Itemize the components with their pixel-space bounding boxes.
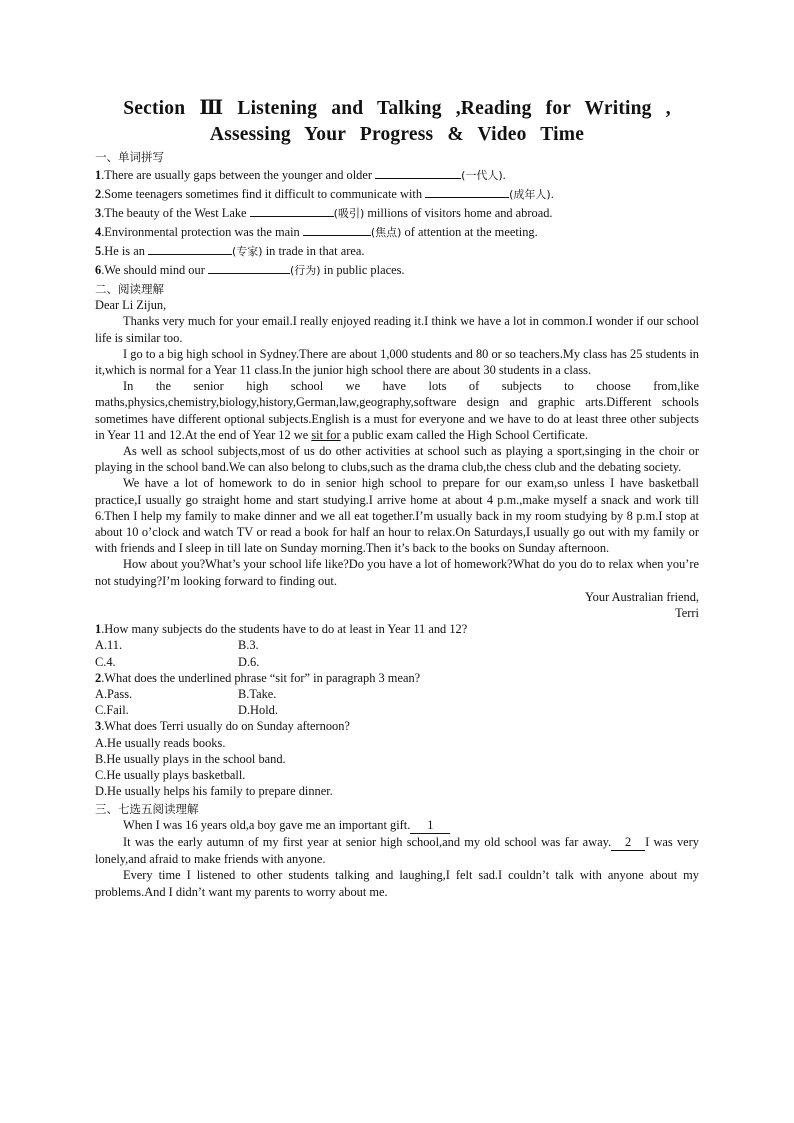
seven-choose-five-passage [95,817,699,900]
answer-blank[interactable] [375,167,461,179]
option-a[interactable]: A.Pass. [95,687,133,702]
option-a[interactable]: A.11. [95,638,123,653]
item-number: 5 [95,244,102,258]
underlined-phrase: sit for [311,427,341,442]
letter-passage [95,297,699,621]
letter-paragraph: We have a lot of homework to do in senior high school to prepare for our exam,so unless I have basketball practice,I usually go straight home and start studying.I arrive home at about 4 p.m.,make myself a snack and work till 6.Then I help my family to make dinner and we all eat together.I’m usually back in my room studying by 8 p.m.I stop at about 10 o’clock and watch TV or read a book for half an hour to relax.On Saturdays,I usually go out with my family or with friends and I sleep in till late on Sunday morning.Then it’s back to the books on Sunday afternoon. [95,476,699,556]
item-number: 3 [95,206,102,220]
item-number: 1 [95,168,102,182]
question-stem: .What does Terri usually do on Sunday afternoon? [101,719,350,734]
option-c[interactable]: C.Fail. [95,703,129,718]
vocab-item: 6.We should mind our (行为) in public places. [95,263,405,277]
answer-blank[interactable]: 2 [611,834,645,851]
question-stem: .How many subjects do the students have to do at least in Year 11 and 12? [101,622,468,637]
option-d[interactable]: D.He usually helps his family to prepare dinner. [95,784,333,799]
letter-paragraph: As well as school subjects,most of us do other activities at school such as playing a sport,singing in the choir or playing in the school band.We can also belong to clubs,such as the drama club,the chess club and the debating society. [95,444,699,475]
question-number: 2 [95,670,102,685]
question-number: 3 [95,719,102,734]
passage-paragraph: When I was 16 years old,a boy gave me an important gift. 1 [95,817,699,834]
vocab-item: 5.He is an (专家) in trade in that area. [95,244,365,258]
worksheet-page [95,96,699,900]
option-a[interactable]: A.He usually reads books. [95,735,226,750]
letter-paragraph: How about you?What’s your school life like?Do you have a lot of homework?What do you do to relax when you’re not studying?I’m looking forward to finding out. [95,557,699,588]
answer-blank[interactable]: 1 [410,817,450,834]
question [95,621,699,670]
vocab-item: 2.Some teenagers sometimes find it difficult to communicate with (成年人). [95,187,554,201]
section-heading-seven-choose-five: 三、七选五阅读理解 [95,801,199,816]
question [95,670,699,719]
vocab-item: 1.There are usually gaps between the younger and older (一代人). [95,168,506,182]
item-number: 2 [95,187,102,201]
answer-blank[interactable] [303,224,371,236]
section-heading-reading: 二、阅读理解 [95,282,164,296]
letter-greeting: Dear Li Zijun, [95,298,167,313]
letter-paragraph: Thanks very much for your email.I really enjoyed reading it.I think we have a lot in common.I wonder if our school life is similar too. [95,314,699,345]
letter-paragraph: In the senior high school we have lots of subjects to choose from,like maths,physics,chemistry,biology,history,German,law,geography,software design and graphic arts.Different schools sometimes have different optional subjects.English is a must for everyone and we have to do at least three other subjects in Year 11 and 12.At the end of Year 12 we sit for a public exam called the High School Certificate. [95,379,699,442]
question-number: 1 [95,622,102,637]
vocab-list [95,167,699,279]
option-d[interactable]: D.Hold. [238,703,278,718]
answer-blank[interactable] [148,243,232,255]
title-line-2: Assessing Your Progress & Video Time [209,124,585,145]
title-line-1: Section Ⅲ Listening and Talking ,Reading for Writing , [123,98,671,119]
option-c[interactable]: C.He usually plays basketball. [95,768,246,783]
passage-paragraph: It was the early autumn of my first year at senior high school,and my old school was far away. 2 I was very lonely,and afraid to make friends with anyone. [95,834,699,867]
item-number: 4 [95,225,102,239]
letter-closing: Your Australian friend, [584,589,699,604]
answer-blank[interactable] [250,205,334,217]
answer-blank[interactable] [208,262,290,274]
question [95,718,699,799]
question-list [95,621,699,799]
option-b[interactable]: B.He usually plays in the school band. [95,751,286,766]
vocab-item: 4.Environmental protection was the main (焦点) of attention at the meeting. [95,225,538,239]
option-b[interactable]: B.Take. [238,687,277,702]
option-c[interactable]: C.4. [95,654,116,669]
answer-blank[interactable] [425,186,509,198]
letter-signature: Terri [675,606,699,621]
question-stem: .What does the underlined phrase “sit for” in paragraph 3 mean? [101,670,421,685]
section-heading-vocab: 一、单词拼写 [95,150,164,164]
option-d[interactable]: D.6. [238,654,260,669]
item-number: 6 [95,263,102,277]
passage-paragraph: Every time I listened to other students talking and laughing,I felt sad.I couldn’t talk with anyone about my problems.And I didn’t want my parents to worry about me. [95,868,699,899]
option-b[interactable]: B.3. [238,638,259,653]
letter-paragraph: I go to a big high school in Sydney.There are about 1,000 students and 80 or so teachers.My class has 25 students in it,which is normal for a Year 11 class.In the junior high school there are about 30 students in a class. [95,346,699,378]
vocab-item: 3.The beauty of the West Lake (吸引) millions of visitors home and abroad. [95,206,553,220]
page-title [95,96,699,148]
